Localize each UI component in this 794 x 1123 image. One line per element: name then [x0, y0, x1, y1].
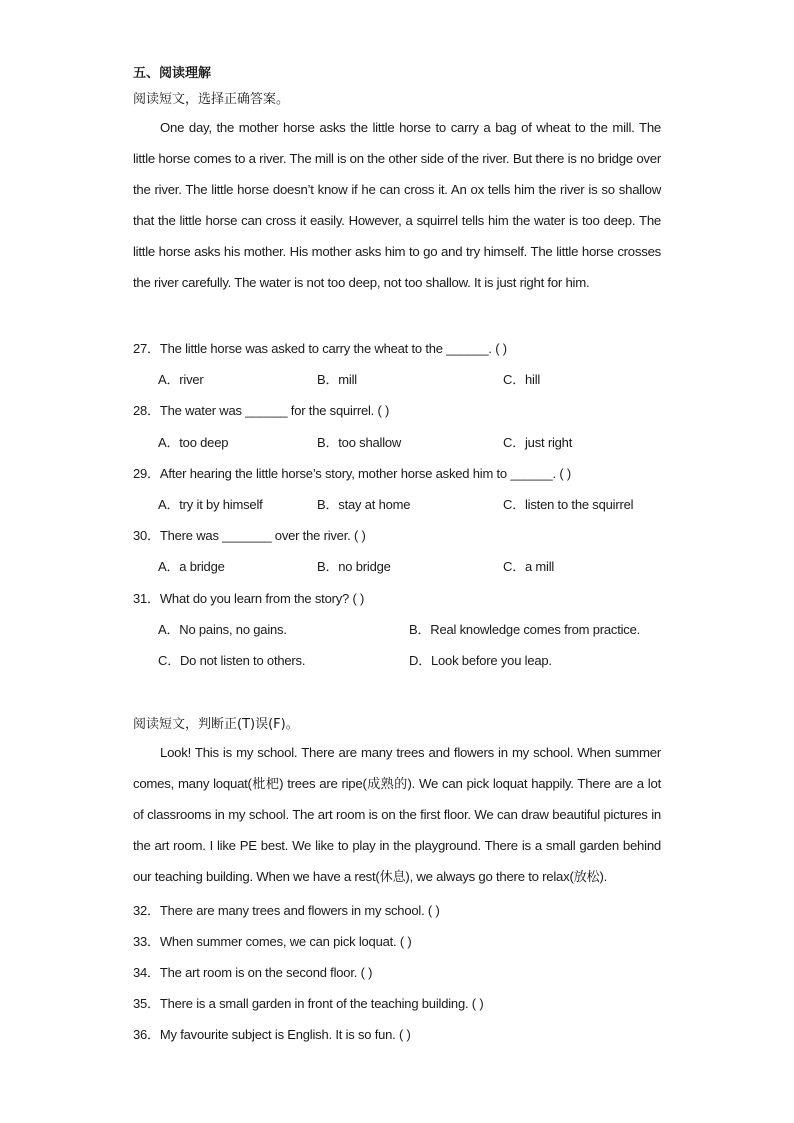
question-29-option-c[interactable]: C．listen to the squirrel	[503, 497, 634, 512]
question-31-option-c[interactable]: C．Do not listen to others.	[158, 653, 306, 668]
question-32: 32．There are many trees and flowers in my school. ( )	[133, 903, 440, 918]
question-31-option-b[interactable]: B．Real knowledge comes from practice.	[409, 622, 641, 637]
part1-instruction: 阅读短文，选择正确答案。	[133, 92, 290, 107]
question-34: 34．The art room is on the second floor. ( )	[133, 965, 373, 980]
question-30-option-a[interactable]: A．a bridge	[158, 559, 225, 574]
question-27-option-b[interactable]: B．mill	[317, 372, 357, 387]
question-31: 31．What do you learn from the story? ( )	[133, 591, 365, 606]
part2-passage	[133, 737, 661, 892]
question-27: 27．The little horse was asked to carry the wheat to the ______. ( )	[133, 341, 507, 356]
question-30: 30．There was _______ over the river. ( )	[133, 528, 366, 543]
part1-passage-text: One day, the mother horse asks the little horse to carry a bag of wheat to the mill. The little horse comes to a river. The mill is on the other side of the river. But there is no bridge over the river. The little horse doesn’t know if he can cross it. An ox tells him the river is so shallow that the little horse can cross it easily. However, a squirrel tells him the water is too deep. The little horse asks his mother. His mother asks him to go and try himself. The little horse crosses the river carefully. The water is not too deep, not too shallow. It is just right for him.	[133, 120, 661, 290]
question-28-option-b[interactable]: B．too shallow	[317, 435, 402, 450]
question-29-option-a[interactable]: A．try it by himself	[158, 497, 263, 512]
question-27-option-a[interactable]: A．river	[158, 372, 204, 387]
question-30-option-b[interactable]: B．no bridge	[317, 559, 391, 574]
question-28-option-c[interactable]: C．just right	[503, 435, 573, 450]
question-31-option-a[interactable]: A．No pains, no gains.	[158, 622, 287, 637]
section-title: 五、阅读理解	[133, 66, 212, 81]
question-29: 29．After hearing the little horse’s story, mother horse asked him to ______. ( )	[133, 466, 572, 481]
question-33: 33．When summer comes, we can pick loquat. ( )	[133, 934, 412, 949]
question-36: 36．My favourite subject is English. It is so fun. ( )	[133, 1027, 411, 1042]
question-29-option-b[interactable]: B．stay at home	[317, 497, 411, 512]
question-30-option-c[interactable]: C．a mill	[503, 559, 555, 574]
question-31-option-d[interactable]: D．Look before you leap.	[409, 653, 552, 668]
question-28-option-a[interactable]: A．too deep	[158, 435, 229, 450]
question-27-option-c[interactable]: C．hill	[503, 372, 541, 387]
question-35: 35．There is a small garden in front of the teaching building. ( )	[133, 996, 484, 1011]
part1-passage	[133, 112, 661, 298]
part2-passage-text: Look! This is my school. There are many trees and flowers in my school. When summer comes, many loquat(枇杷) trees are ripe(成熟的). We can pick loquat happily. There are a lot of classrooms in my school. The art room is on the first floor. We can draw beautiful pictures in the art room. I like PE best. We like to play in the playground. There is a small garden behind our teaching building. When we have a rest(休息), we always go there to relax(放松).	[133, 745, 661, 884]
question-28: 28．The water was ______ for the squirrel. ( )	[133, 403, 390, 418]
part2-instruction: 阅读短文，判断正(T)误(F)。	[133, 717, 299, 732]
